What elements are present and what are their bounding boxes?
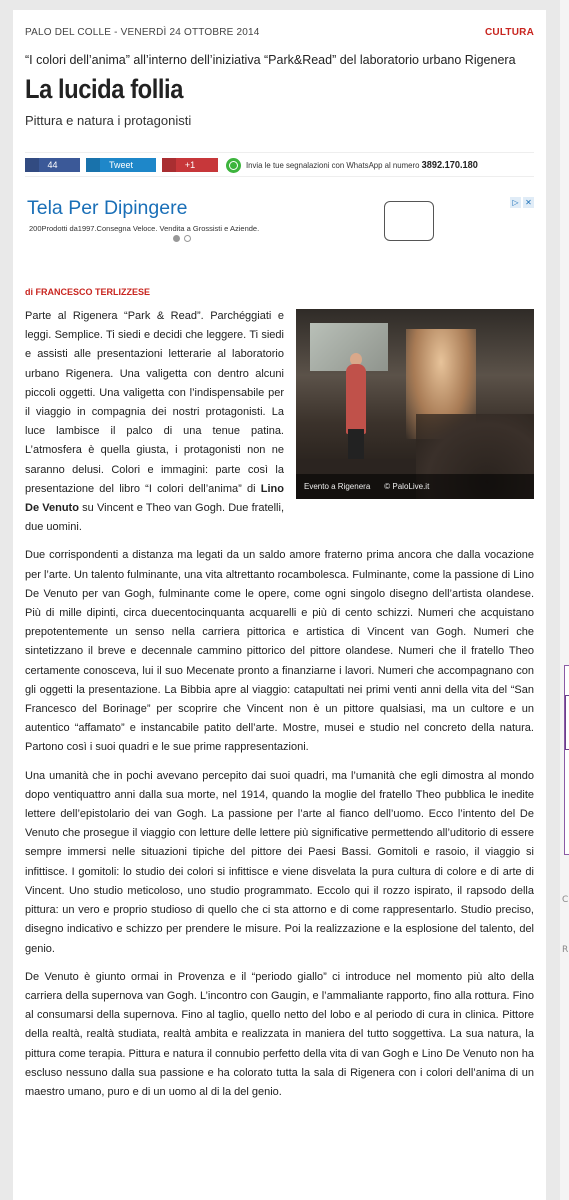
paragraph-2: Due corrispondenti a distanza ma legati da un saldo amore fraterno prima ancora che dalla vocazione per l’arte. Un talento fulminante, una vita altrettanto rocambolesca. Fulminante, come la passione di Lino De Venuto per van Gogh, fulminante come le opere, come ogni singolo disegno dell’artista olandese. Più di mille dipinti, circa duecentocinquanta acquarelli e più di cento schizzi. Numeri che acquistano prepotentemente un senso nella carriera pittorica e artistica di Vincent van Gogh. Numeri che sintetizzano il breve e decennale cammino pittorico del pittore olandese. Numeri che il fratello Theo certamente conosceva, lui il suo Mecenate pronto a finanziarne i lavori. Numeri che accompagnano con gli oggetti la presentazione. La Bibbia apre al viaggio: catapultati nei primi venti anni della vita del “San Francesco del Borinage” per scoprire che Vincent non è un pittore qualsiasi, ma un cultore e un autentico “affamato” e instancabile patito dell’arte. Mostre, musei e studio nel concreto della natura. Partono così i suoi quadri e le sue prime rappresentazioni. [25, 549, 534, 754]
twitter-icon [86, 158, 100, 172]
author-name: Lino De Venuto [25, 482, 284, 515]
ad-open-button[interactable] [384, 201, 434, 241]
photo-caption [296, 474, 534, 499]
ad-pagination-dots[interactable] [173, 235, 191, 242]
ad-choices-badge[interactable] [510, 197, 534, 208]
google-plus-icon [162, 158, 176, 172]
ad-dot[interactable] [184, 235, 191, 242]
facebook-share-button[interactable] [25, 158, 80, 172]
article-photo[interactable] [296, 309, 534, 499]
article-card [13, 10, 546, 1200]
whatsapp-number: 3892.170.180 [421, 159, 478, 171]
ad-description: 200Prodotti da1997.Consegna Veloce. Vendita a Grossisti e Aziende. [29, 224, 260, 233]
tweet-label: Tweet [108, 160, 133, 170]
article-subtitle: Pittura e natura i protagonisti [25, 113, 192, 128]
whatsapp-icon [226, 158, 241, 173]
facebook-share-count: 44 [47, 160, 58, 170]
paragraph-4: De Venuto è giunto ormai in Provenza e il “periodo giallo” ci introduce nel momento più alto della carriera della supernova van Gogh. L’incontro con Gaugin, e l’ammaliante rapporto, fino alla rottura. Fino al consumarsi della supernova. Fino al taglio, quello netto del lobo e al periodo di cura in clinica. Pittore della realtà, realtà studiata, realtà ambita e realizzata in maniera del tutto soggettiva. La sua natura, la pittura come terapia. Pittura e natura il connubio perfetto della vita di van Gogh e Lino De Venuto non ha escluso nessuno dalla sua passione e ha colorato tutta la sala di Rigenera con i colori dell’anima di un maestro umano, puro e di un uomo al di la del genio. [25, 970, 534, 1098]
share-bar [25, 152, 534, 177]
sidebar-widget-inner [565, 695, 569, 750]
whatsapp-note [246, 160, 478, 171]
article-kicker: “I colori dell’anima” all’interno dell’iniziativa “Park&Read” del laboratorio urbano Rigenera [25, 53, 516, 67]
article-body [25, 307, 534, 1102]
dateline: PALO DEL COLLE - VENERDÌ 24 OTTOBRE 2014 [25, 27, 260, 38]
close-icon[interactable]: ✕ [523, 197, 534, 208]
sidebar-strip [560, 0, 569, 1200]
whatsapp-text: Invia le tue segnalazioni con WhatsApp al numero [246, 159, 420, 170]
paragraph-1-end: su Vincent e Theo van Gogh. Due fratelli, due uomini. [25, 502, 285, 534]
tweet-button[interactable] [86, 158, 156, 172]
sidebar-widget-frame [564, 665, 569, 855]
ad-dot-active[interactable] [173, 235, 180, 242]
adchoices-icon: ▷ [510, 197, 521, 208]
article-headline: La lucida follia [25, 74, 184, 104]
article-meta [25, 10, 534, 38]
photo-caption-title: Evento a Rigenera [304, 481, 371, 491]
google-plus-label: +1 [184, 160, 196, 170]
paragraph-1-start: Parte al Rigenera “Park & Read”. Parchéggiati e leggi. Semplice. Ti siedi e decidi che leggere. Ti siedi e assisti alle presentazioni letterarie al laboratorio urbano Rigenera. Una valigetta con dentro alcuni piccoli oggetti. Una valigetta con l’indispensabile per il viaggio in compagnia dei nostri protagonisti. La luce lambisce il palco di una tenue patina. L’atmosfera è quella giusta, i protagonisti non ne saranno delusi. Colori e immagini: parte così la presentazione del libro “I colori dell’anima” di [25, 310, 284, 495]
category-link[interactable]: CULTURA [485, 27, 534, 38]
photo-credit: © PaloLive.it [384, 481, 430, 491]
sidebar-letter: R [562, 945, 569, 955]
photo-speaker-legs [348, 429, 364, 459]
advertisement[interactable] [25, 191, 534, 283]
google-plus-button[interactable] [162, 158, 218, 172]
facebook-icon [25, 158, 39, 172]
photo-speaker [346, 364, 366, 434]
ad-title[interactable]: Tela Per Dipingere [27, 197, 188, 219]
paragraph-3: Una umanità che in pochi avevano percepito dai suoi quadri, ma l’umanità che egli dimostra al mondo dopo ventiquattro anni dalla sua morte, nel 1914, quando la moglie del fratello Theo pubblica le inedite lettere dell’epistolario dei van Gogh. La passione per l’arte al fianco dell’uomo. Ecco l’intento del De Venuto che prosegue il viaggio con letture delle lettere più significative permettendo all’uditorio di essere sempre immersi nelle situazioni tipiche del pittore dei Paesi Bassi. Gomitoli e rasoio, il viaggio si infittisce. I gomitoli: lo studio dei colori si infittisce e viene disvelata la pura cultura di colore e di arte di Vincent. Uno studio meticoloso, uno studio programmato. Eccolo qui il rozzo ispirato, il rapsodo della pittura: un vero e proprio studioso di quello che ci sta attorno e di come rappresentarlo. Studio preciso, disegno indicativo e schizzo per prendere le misure. Poi la realizzazione e la esplosione del talento, del genio. [25, 769, 534, 955]
photo-projection-screen [310, 323, 388, 371]
sidebar-letter: C [562, 895, 569, 905]
article-byline[interactable]: di FRANCESCO TERLIZZESE [25, 287, 151, 297]
